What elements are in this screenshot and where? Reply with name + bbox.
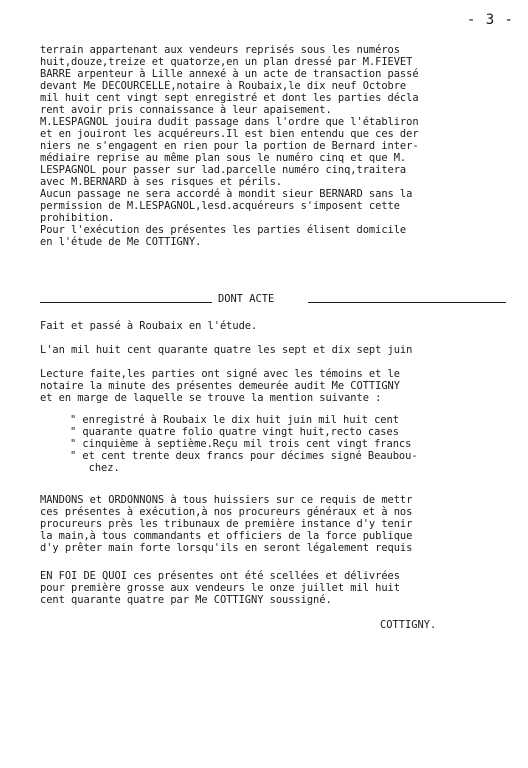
text-line: pour première grosse aux vendeurs le onze juillet mil huit — [40, 582, 400, 594]
fait-passe-line: Fait et passé à Roubaix en l'étude. — [40, 320, 258, 332]
text-line: rent avoir pris connaissance à leur apaisement. — [40, 104, 332, 116]
text-line: d'y prêter main forte lorsqu'ils en seront légalement requis — [40, 542, 413, 554]
text-line: huit,douze,treize et quatorze,en un plan dressé par M.FIEVET — [40, 56, 413, 68]
text-line: Lecture faite,les parties ont signé avec les témoins et le — [40, 368, 400, 380]
dont-acte-heading: DONT ACTE — [218, 293, 275, 305]
page-number: - 3 - — [466, 12, 514, 28]
text-line: niers ne s'engagent en rien pour la portion de Bernard inter- — [40, 140, 419, 152]
text-line: la main,à tous commandants et officiers de la force publique — [40, 530, 413, 542]
signature: COTTIGNY. — [380, 619, 437, 631]
text-line: devant Me DECOURCELLE,notaire à Roubaix,le dix neuf Octobre — [40, 80, 407, 92]
mention-line: chez. — [70, 462, 120, 474]
text-line: ces présentes à exécution,à nos procureurs généraux et à nos — [40, 506, 413, 518]
text-line: terrain appartenant aux vendeurs reprisés sous les numéros — [40, 44, 400, 56]
text-line: LESPAGNOL pour passer sur lad.parcelle numéro cinq,traitera — [40, 164, 407, 176]
text-line: EN FOI DE QUOI ces présentes ont été scellées et délivrées — [40, 570, 400, 582]
mention-line: " enregistré à Roubaix le dix huit juin mil huit cent — [70, 414, 399, 426]
mention-line: " cinquième à septième.Reçu mil trois cent vingt francs — [70, 438, 412, 450]
text-line: cent quarante quatre par Me COTTIGNY soussigné. — [40, 594, 332, 606]
text-line: en l'étude de Me COTTIGNY. — [40, 236, 202, 248]
text-line: M.LESPAGNOL jouira dudit passage dans l'ordre que l'établiron — [40, 116, 419, 128]
mention-line: " et cent trente deux francs pour décimes signé Beaubou- — [70, 450, 418, 462]
text-line: avec M.BERNARD à ses risques et périls. — [40, 176, 283, 188]
rule-left — [40, 302, 212, 303]
text-line: MANDONS et ORDONNONS à tous huissiers sur ce requis de mettr — [40, 494, 413, 506]
date-line: L'an mil huit cent quarante quatre les sept et dix sept juin — [40, 344, 413, 356]
dont-acte-divider — [40, 293, 506, 305]
text-line: permission de M.LESPAGNOL,lesd.acquéreurs s'imposent cette — [40, 200, 400, 212]
text-line: BARRE arpenteur à Lille annexé à un acte de transaction passé — [40, 68, 419, 80]
text-line: et en marge de laquelle se trouve la mention suivante : — [40, 392, 382, 404]
text-line: notaire la minute des présentes demeurée audit Me COTTIGNY — [40, 380, 400, 392]
text-line: Pour l'exécution des présentes les parties élisent domicile — [40, 224, 407, 236]
rule-right — [308, 302, 506, 303]
text-line: Aucun passage ne sera accordé à mondit sieur BERNARD sans la — [40, 188, 413, 200]
text-line: et en jouiront les acquéreurs.Il est bien entendu que ces der — [40, 128, 419, 140]
text-line: prohibition. — [40, 212, 115, 224]
text-line: procureurs près les tribunaux de première instance d'y tenir — [40, 518, 413, 530]
mention-line: " quarante quatre folio quatre vingt huit,recto cases — [70, 426, 399, 438]
text-line: mil huit cent vingt sept enregistré et dont les parties décla — [40, 92, 419, 104]
text-line: médiaire reprise au même plan sous le numéro cinq et que M. — [40, 152, 407, 164]
